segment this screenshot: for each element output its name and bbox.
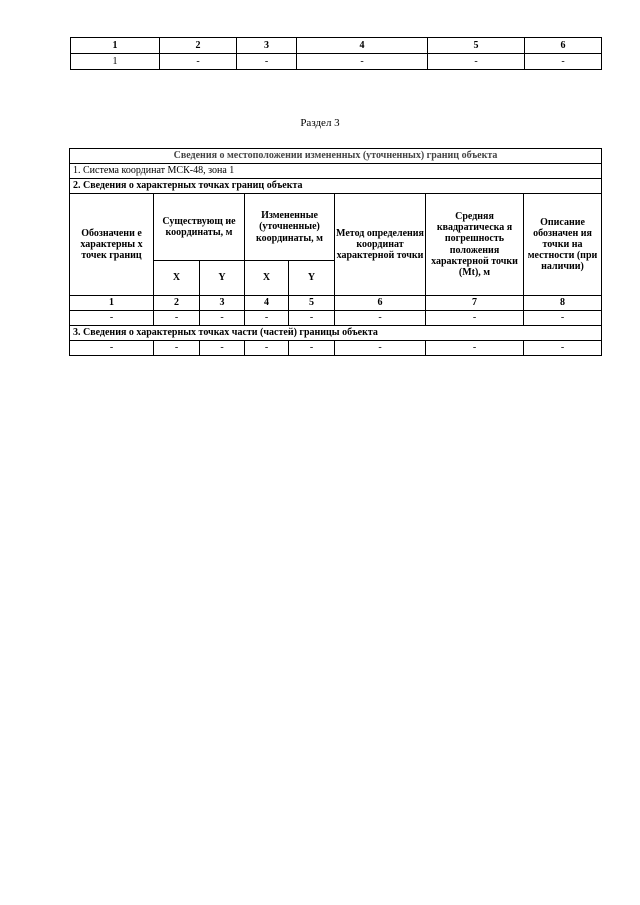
top-table-header-cell: 1 (71, 38, 160, 54)
table-cell: - (245, 311, 289, 326)
top-table-cell: - (237, 54, 297, 70)
top-table-cell: - (297, 54, 428, 70)
caption-row (70, 149, 602, 164)
top-table-header-cell: 5 (428, 38, 525, 54)
table-cell: - (335, 311, 426, 326)
top-table-row (71, 54, 602, 70)
column-number: 4 (245, 296, 289, 311)
column-number: 5 (289, 296, 335, 311)
col-header-method: Метод определения координат характерной точки (335, 194, 426, 296)
column-number: 7 (426, 296, 524, 311)
column-number: 3 (200, 296, 245, 311)
boundary-points-heading: 2. Сведения о характерных точках границ объекта (70, 179, 602, 194)
table-cell: - (289, 341, 335, 356)
table-cell: - (426, 341, 524, 356)
column-number: 8 (524, 296, 602, 311)
top-table-cell: - (525, 54, 602, 70)
top-table-header-row (71, 38, 602, 54)
top-table (70, 37, 602, 70)
table-cell: - (245, 341, 289, 356)
top-table-cell: - (160, 54, 237, 70)
col-header-error: Средняя квадратическа я погрешность положения характерной точки (Mt), м (426, 194, 524, 296)
table-cell: - (426, 311, 524, 326)
top-table-cell: - (428, 54, 525, 70)
table-cell: - (524, 341, 602, 356)
changed-x-header: X (245, 261, 289, 296)
section-title: Раздел 3 (300, 117, 340, 129)
table-cell: - (200, 311, 245, 326)
table-row (70, 341, 602, 356)
existing-y-header: Y (200, 261, 245, 296)
col-header-designation: Обозначени е характерны х точек границ (70, 194, 154, 296)
changed-y-header: Y (289, 261, 335, 296)
column-number-row (70, 296, 602, 311)
column-number: 1 (70, 296, 154, 311)
col-header-existing: Существующ ие координаты, м (154, 194, 245, 261)
table-cell: - (524, 311, 602, 326)
table-cell: - (154, 311, 200, 326)
item1-row (70, 164, 602, 179)
existing-x-header: X (154, 261, 200, 296)
top-table-header-cell: 3 (237, 38, 297, 54)
coordinate-system-label: 1. Система координат МСК-48, зона 1 (70, 164, 602, 179)
table-cell: - (154, 341, 200, 356)
col-header-changed: Измененные (уточненные) координаты, м (245, 194, 335, 261)
top-table-header-cell: 6 (525, 38, 602, 54)
top-table-cell: 1 (71, 54, 160, 70)
item2-row (70, 179, 602, 194)
table-cell: - (335, 341, 426, 356)
top-table-header-cell: 4 (297, 38, 428, 54)
coordinates-table (69, 148, 602, 356)
column-number: 2 (154, 296, 200, 311)
table-row (70, 311, 602, 326)
column-header-row (70, 194, 602, 261)
table-caption: Сведения о местоположении измененных (уточненных) границ объекта (70, 149, 602, 164)
table-cell: - (200, 341, 245, 356)
item3-row (70, 326, 602, 341)
column-number: 6 (335, 296, 426, 311)
col-header-description: Описание обозначен ия точки на местности (при наличии) (524, 194, 602, 296)
table-cell: - (70, 311, 154, 326)
table-cell: - (70, 341, 154, 356)
part-boundary-points-heading: 3. Сведения о характерных точках части (частей) границы объекта (70, 326, 602, 341)
top-table-header-cell: 2 (160, 38, 237, 54)
table-cell: - (289, 311, 335, 326)
